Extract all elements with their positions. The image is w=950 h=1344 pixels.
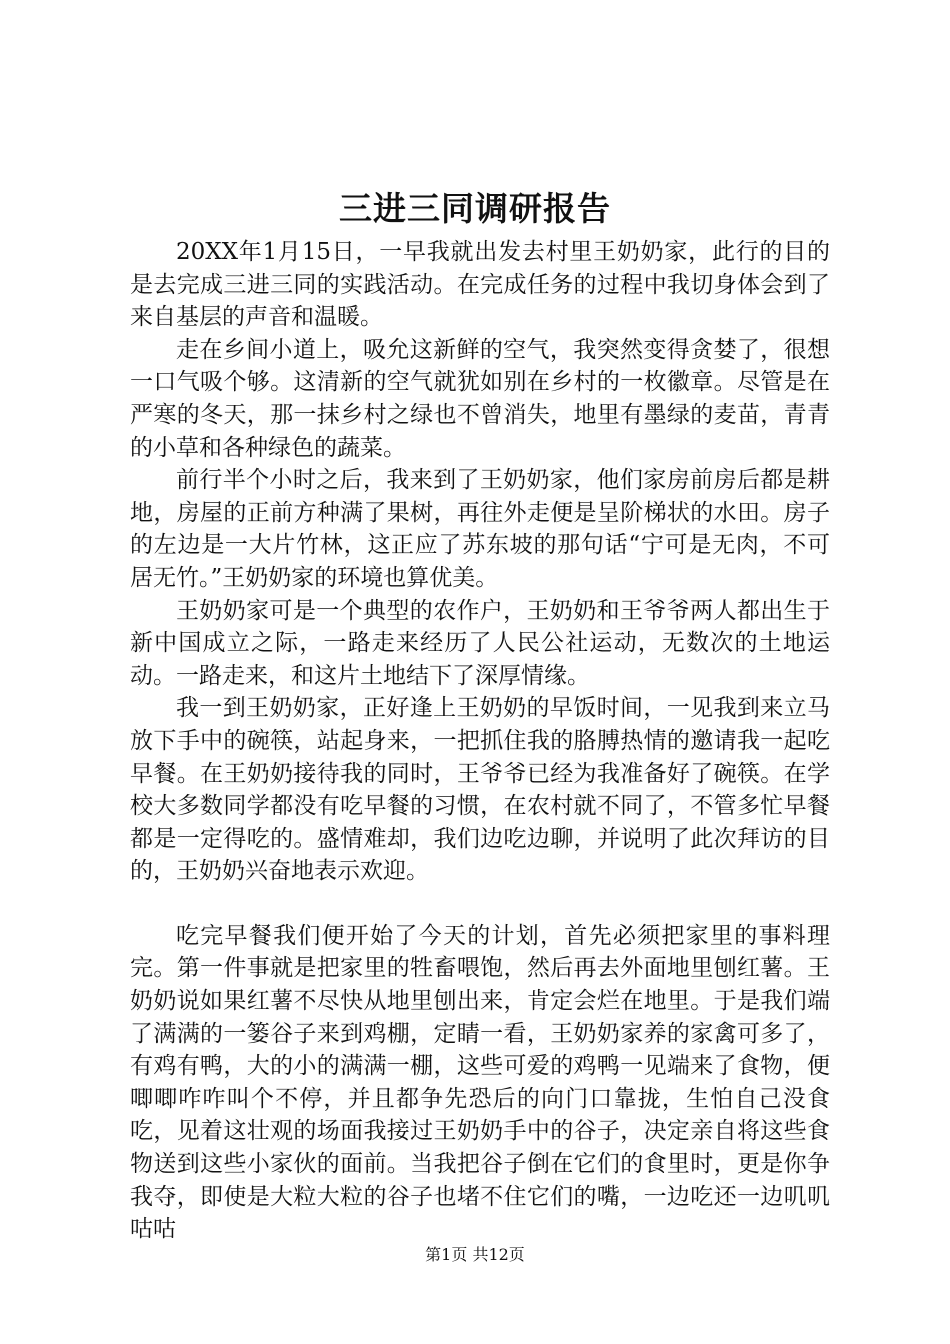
paragraph-4: 王奶奶家可是一个典型的农作户，王奶奶和王爷爷两人都出生于新中国成立之际，一路走来经历了人民公社运动，无数次的土地运动。一路走来，和这片土地结下了深厚情缘。 [130, 597, 830, 689]
document-body [130, 236, 830, 1246]
page-number-footer: 第1页 共12页 [425, 1245, 525, 1264]
paragraph-1: 20XX年1月15日，一早我就出发去村里王奶奶家，此行的目的是去完成三进三同的实践活动。在完成任务的过程中我切身体会到了来自基层的声音和温暖。 [130, 239, 830, 331]
document-title: 三进三同调研报告 [339, 189, 611, 228]
paragraph-5: 我一到王奶奶家，正好逢上王奶奶的早饭时间，一见我到来立马放下手中的碗筷，站起身来，一把抓住我的胳膊热情的邀请我一起吃早餐。在王奶奶接待我的同时，王爷爷已经为我准备好了碗筷。在学校大多数同学都没有吃早餐的习惯，在农村就不同了，不管多忙早餐都是一定得吃的。盛情难却，我们边吃边聊，并说明了此次拜访的目的，王奶奶兴奋地表示欢迎。 [130, 695, 830, 885]
paragraph-6: 吃完早餐我们便开始了今天的计划，首先必须把家里的事料理完。第一件事就是把家里的牲畜喂饱，然后再去外面地里刨红薯。王奶奶说如果红薯不尽快从地里刨出来，肯定会烂在地里。于是我们端了满满的一篓谷子来到鸡棚，定睛一看，王奶奶家养的家禽可多了，有鸡有鸭，大的小的满满一棚，这些可爱的鸡鸭一见端来了食物，便唧唧咋咋叫个不停，并且都争先恐后的向门口靠拢，生怕自己没食吃，见着这壮观的场面我接过王奶奶手中的谷子，决定亲自将这些食物送到这些小家伙的面前。当我把谷子倒在它们的食里时，更是你争我夺，即使是大粒大粒的谷子也堵不住它们的嘴，一边吃还一边叽叽咕咕 [130, 922, 830, 1243]
paragraph-2: 走在乡间小道上，吸允这新鲜的空气，我突然变得贪婪了，很想一口气吸个够。这清新的空气就犹如别在乡村的一枚徽章。尽管是在严寒的冬天，那一抹乡村之绿也不曾消失，地里有墨绿的麦苗，青青的小草和各种绿色的蔬菜。 [130, 336, 830, 461]
paragraph-3: 前行半个小时之后，我来到了王奶奶家，他们家房前房后都是耕地，房屋的正前方种满了果树，再往外走便是呈阶梯状的水田。房子的左边是一大片竹林，这正应了苏东坡的那句话“宁可是无肉，不可居无竹。”王奶奶家的环境也算优美。 [130, 467, 830, 591]
